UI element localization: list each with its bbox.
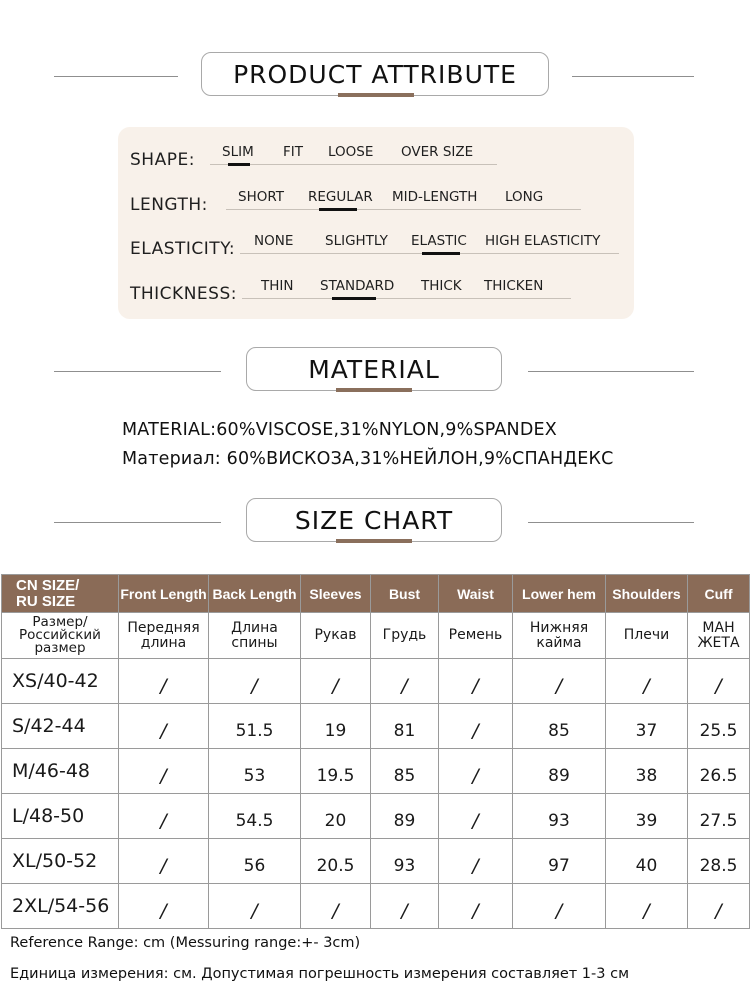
table-cell: 19	[301, 704, 371, 749]
size-label: 2XL/54-56	[2, 884, 119, 929]
attribute-baseline	[226, 209, 581, 210]
column-header: Sleeves	[301, 575, 371, 613]
attribute-option: HIGH ELASTICITY	[485, 233, 601, 249]
table-cell: 93	[513, 794, 606, 839]
column-header: CN SIZE/ RU SIZE	[2, 575, 119, 613]
size-chart-table	[1, 574, 750, 929]
attribute-option: SHORT	[238, 189, 284, 205]
column-header: Back Length	[209, 575, 301, 613]
column-header-ru: Размер/ Российский размер	[2, 613, 119, 659]
attribute-option: STANDARD	[320, 278, 395, 294]
table-cell: 27.5	[688, 794, 750, 839]
selected-marker	[319, 208, 357, 211]
table-cell: /	[119, 794, 209, 839]
size-label: L/48-50	[2, 794, 119, 839]
attribute-option: LOOSE	[328, 144, 374, 160]
table-cell: /	[513, 659, 606, 704]
product-attribute-header	[0, 52, 750, 102]
table-row	[2, 884, 750, 929]
column-header-ru: Ремень	[439, 613, 513, 659]
table-cell: /	[606, 884, 688, 929]
table-cell: 20.5	[301, 839, 371, 884]
column-header: Shoulders	[606, 575, 688, 613]
column-header-ru: Плечи	[606, 613, 688, 659]
table-cell: /	[119, 659, 209, 704]
table-cell: 85	[513, 704, 606, 749]
attribute-label: THICKNESS:	[130, 284, 237, 304]
attribute-label: SHAPE:	[130, 150, 195, 170]
size-label: M/46-48	[2, 749, 119, 794]
attribute-row-label	[130, 185, 208, 215]
table-row	[2, 794, 750, 839]
selected-marker	[332, 297, 376, 300]
table-cell: /	[606, 659, 688, 704]
attribute-option: ELASTIC	[411, 233, 467, 249]
header-row-ru	[2, 613, 750, 659]
column-header-ru: МАН ЖЕТА	[688, 613, 750, 659]
attribute-baseline	[242, 298, 571, 299]
divider-right	[528, 522, 694, 523]
column-header-ru: Длина спины	[209, 613, 301, 659]
divider-right	[572, 76, 694, 77]
table-cell: 54.5	[209, 794, 301, 839]
table-cell: /	[301, 659, 371, 704]
reference-note-ru: Единица измерения: см. Допустимая погрешность измерения составляет 1-3 см	[10, 966, 630, 982]
column-header: Cuff	[688, 575, 750, 613]
attribute-row-label	[130, 140, 195, 170]
attribute-option: OVER SIZE	[401, 144, 474, 160]
section-title: MATERIAL	[246, 347, 502, 391]
column-header-ru: Грудь	[371, 613, 439, 659]
attribute-option: NONE	[254, 233, 294, 249]
material-header	[0, 347, 750, 397]
title-underline	[338, 93, 414, 97]
section-title: SIZE CHART	[246, 498, 502, 542]
table-cell: /	[209, 659, 301, 704]
selected-marker	[422, 252, 460, 255]
table-cell: /	[513, 884, 606, 929]
column-header: Lower hem	[513, 575, 606, 613]
column-header: Waist	[439, 575, 513, 613]
attribute-row-label	[130, 274, 237, 304]
selected-marker	[228, 163, 250, 166]
column-header: Front Length	[119, 575, 209, 613]
table-cell: /	[119, 839, 209, 884]
attribute-option: SLIGHTLY	[325, 233, 388, 249]
column-header-ru: Рукав	[301, 613, 371, 659]
divider-right	[528, 371, 694, 372]
attribute-option: MID-LENGTH	[392, 189, 478, 205]
table-cell: /	[119, 884, 209, 929]
size-label: S/42-44	[2, 704, 119, 749]
section-title: PRODUCT ATTRIBUTE	[201, 52, 549, 96]
title-underline	[336, 539, 412, 543]
table-cell: /	[209, 884, 301, 929]
table-cell: 39	[606, 794, 688, 839]
table-row	[2, 659, 750, 704]
table-cell: /	[439, 884, 513, 929]
attribute-option: FIT	[283, 144, 303, 160]
attribute-option: LONG	[505, 189, 544, 205]
attribute-label: ELASTICITY:	[130, 239, 236, 259]
attribute-label: LENGTH:	[130, 195, 208, 215]
reference-note-en: Reference Range: cm (Messuring range:+- 3cm)	[10, 935, 361, 951]
attribute-row-label	[130, 229, 235, 259]
table-cell: /	[439, 794, 513, 839]
table-cell: /	[371, 659, 439, 704]
size-label: XL/50-52	[2, 839, 119, 884]
table-cell: 37	[606, 704, 688, 749]
table-cell: 56	[209, 839, 301, 884]
divider-left	[54, 371, 221, 372]
material-ru: Материал: 60%ВИСКОЗА,31%НЕЙЛОН,9%СПАНДЕКС	[122, 449, 614, 469]
table-cell: /	[439, 749, 513, 794]
table-cell: /	[439, 839, 513, 884]
table-cell: 26.5	[688, 749, 750, 794]
attribute-baseline	[210, 164, 497, 165]
table-cell: 53	[209, 749, 301, 794]
table-cell: /	[439, 659, 513, 704]
table-cell: 89	[513, 749, 606, 794]
table-cell: 38	[606, 749, 688, 794]
column-header-ru: Передняя длина	[119, 613, 209, 659]
table-cell: 25.5	[688, 704, 750, 749]
table-cell: 89	[371, 794, 439, 839]
table-cell: 40	[606, 839, 688, 884]
attribute-option: THICKEN	[484, 278, 544, 294]
material-en: MATERIAL:60%VISCOSE,31%NYLON,9%SPANDEX	[122, 420, 557, 440]
table-cell: 51.5	[209, 704, 301, 749]
table-cell: 93	[371, 839, 439, 884]
attribute-option: SLIM	[222, 144, 254, 160]
table-cell: /	[439, 704, 513, 749]
size-label: XS/40-42	[2, 659, 119, 704]
table-cell: 97	[513, 839, 606, 884]
table-cell: /	[688, 884, 750, 929]
table-cell: 85	[371, 749, 439, 794]
table-cell: 81	[371, 704, 439, 749]
divider-left	[54, 76, 178, 77]
table-cell: /	[301, 884, 371, 929]
table-cell: 28.5	[688, 839, 750, 884]
title-underline	[336, 388, 412, 392]
column-header: Bust	[371, 575, 439, 613]
table-cell: /	[119, 704, 209, 749]
table-row	[2, 704, 750, 749]
table-cell: 19.5	[301, 749, 371, 794]
table-row	[2, 839, 750, 884]
table-cell: /	[688, 659, 750, 704]
table-cell: 20	[301, 794, 371, 839]
column-header-ru: Нижняя кайма	[513, 613, 606, 659]
size-chart-header	[0, 498, 750, 548]
attribute-option: THICK	[421, 278, 462, 294]
divider-left	[54, 522, 221, 523]
table-cell: /	[119, 749, 209, 794]
attribute-option: REGULAR	[308, 189, 373, 205]
attribute-option: THIN	[261, 278, 294, 294]
header-row-en	[2, 575, 750, 613]
table-cell: /	[371, 884, 439, 929]
table-row	[2, 749, 750, 794]
